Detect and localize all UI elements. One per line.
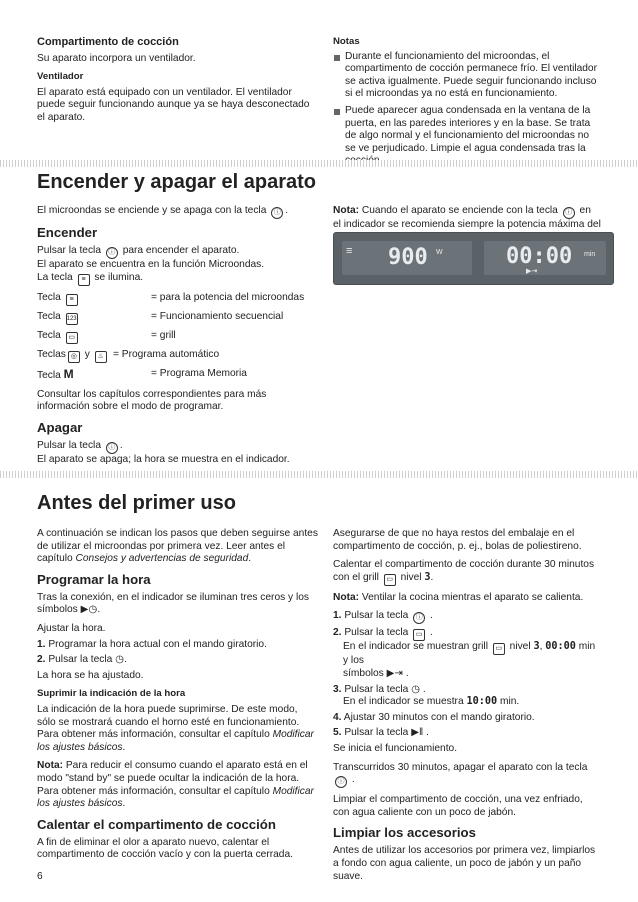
key-row: Tecla ▭ = grill: [37, 330, 319, 349]
start-pause-icon: ▶‖: [411, 727, 424, 739]
ventilate-note: Nota: Ventilar la cocina mientras el aparato se calienta.: [333, 591, 584, 603]
start-clock-icon: ▶◷: [80, 604, 98, 616]
accessories-text: Antes de utilizar los accesorios por primera vez, limpiarlos a fondo con agua caliente, un poco de jabón y un paño suave.: [333, 845, 596, 882]
switch-on-line2: El aparato se encuentra en la función Microondas.: [37, 259, 265, 270]
fan-subheading: Ventilador: [37, 71, 84, 83]
grill-icon: ▭: [384, 574, 396, 586]
on-off-note: Nota: Cuando el aparato se enciende con la tecla ⓘ en el indicador se recomienda siempre la potencia máxima del: [333, 205, 601, 230]
time-unit: min: [584, 251, 596, 258]
suppress-heading: Suprimir la indicación de la hora: [37, 688, 186, 700]
clock-done: La hora se ha ajustado.: [37, 669, 144, 681]
set-clock-heading: Programar la hora: [37, 571, 151, 587]
power-icon: ⓘ: [106, 247, 118, 259]
clean-text: Limpiar el compartimento de cocción, una vez enfriado, con agua caliente con un poco de jabón.: [333, 794, 583, 818]
note-bullet: Puede aparecer agua condensada en la ventana de la puerta, en las paredes interiores y en la base. Se trata de algo normal y el funcionamiento del microondas no se ve perjudicado. Limpie el agua condensada tras la: [333, 105, 601, 168]
switch-on-heading: Encender: [37, 225, 98, 240]
packaging-check: Asegurarse de que no haya restos del embalaje en el compartimento de cocción, p. ej., bolas de poliestireno.: [333, 528, 582, 552]
auto-program-weight-icon: ♨: [95, 351, 107, 363]
switch-on-line3: La tecla ≡ se ilumina.: [37, 272, 319, 286]
key-row: Tecla M = Programa Memoria: [37, 366, 247, 381]
clean-accessories-heading: Limpiar los accesorios: [333, 825, 476, 841]
first-use-left-column: [37, 528, 319, 868]
power-icon: ⓘ: [271, 207, 283, 219]
consult-text: Consultar los capítulos correspondientes para más información sobre el modo de programar.: [37, 388, 267, 413]
bullet-square-icon: [334, 109, 340, 115]
preheat-step-3: 3. Pulsar la tecla ◷ .: [333, 683, 426, 695]
fan-intro: Su aparato incorpora un ventilador.: [37, 52, 196, 64]
power-value: 900: [388, 245, 428, 270]
clock-icon: ◷: [115, 654, 125, 666]
preheat-step-2-detail: En el indicador se muestran grill ▭ nivel 3, 00:00 min y los: [343, 641, 596, 667]
notes-heading: Notas: [333, 36, 360, 47]
clock-set: Ajustar la hora.: [37, 622, 106, 634]
switch-off-line1: Pulsar la tecla ⓘ .: [37, 440, 319, 454]
preheat-step-3-detail: En el indicador se muestra 10:00 min.: [343, 696, 520, 708]
time-value: 00:00: [506, 244, 573, 269]
clock-step-2: 2. Pulsar la tecla ◷.: [37, 654, 127, 666]
on-off-left-column: [37, 205, 319, 466]
sequence-icon: 123: [66, 313, 78, 325]
microwave-power-icon: ≡: [66, 294, 78, 306]
heat-compartment-heading: Calentar el compartimento de cocción: [37, 816, 276, 832]
section-title-on-off: Encender y apagar el aparato: [37, 171, 317, 193]
power-icon: ⓘ: [335, 776, 347, 788]
preheat-step-2-symbols: símbolos ▶⇥ .: [343, 667, 409, 679]
key-row: Tecla ≡ = para la potencia del microondas: [37, 292, 319, 311]
power-icon: ⓘ: [106, 442, 118, 454]
grill-icon: ▭: [413, 629, 425, 641]
power-icon: ⓘ: [563, 207, 575, 219]
switch-off-line2: El aparato se apaga; la hora se muestra en el indicador.: [37, 453, 290, 465]
top-left-column: [37, 36, 319, 131]
memory-icon: M: [63, 366, 74, 381]
standby-note: Nota: Para reducir el consumo cuando el aparato está en el modo "stand by" se puede ocultar la indicación de la hora. Para obtener más información, consultar el capítulo Modificar los ajustes básicos.: [37, 760, 314, 810]
after30-text: Transcurridos 30 minutos, apagar el aparato con la tecla ⓘ .: [333, 762, 601, 789]
play-start-icon: ▶⇥: [526, 268, 538, 275]
fan-text: El aparato está equipado con un ventilador. El ventilador puede seguir funcionando aunque ya se haya desconectado el aparato.: [37, 86, 310, 123]
cooking-compartment-heading: Compartimento de cocción: [37, 36, 179, 48]
start-text: Se inicia el funcionamiento.: [333, 742, 458, 754]
on-off-intro: El microondas se enciende y se apaga con la tecla ⓘ .: [37, 205, 319, 219]
note-bullet: Durante el funcionamiento del microondas, el compartimento de cocción permanece frío. El ventilador se activa igualmente. Puede seguir funcionando incluso si el microondas ya no está en funcionamiento.: [333, 51, 601, 101]
top-right-column: [333, 36, 601, 172]
grill-icon: ▭: [66, 332, 78, 344]
preheat-step-4: 4. Ajustar 30 minutos con el mando giratorio.: [333, 711, 535, 723]
suppress-text: La indicación de la hora puede suprimirse. De este modo, sólo se mostrará cuando el horno esté en funcionamiento. Para obtener más información, consultar el capítulo Modificar los ajustes básicos.: [37, 703, 314, 753]
bullet-square-icon: [334, 55, 340, 61]
section-title-first-use: Antes del primer uso: [37, 492, 236, 514]
page-number: 6: [37, 871, 43, 882]
switch-on-line1: Pulsar la tecla ⓘ para encender el aparato.: [37, 245, 319, 259]
key-row: Tecla 123 = Funcionamiento secuencial: [37, 311, 319, 330]
microwave-power-icon: ≡: [346, 245, 353, 257]
play-start-icon: ▶⇥: [386, 667, 403, 679]
key-row: Teclas ◎ y ♨ = Programa automático: [37, 349, 319, 368]
clock-text: Tras la conexión, en el indicador se iluminan tres ceros y los símbolos ▶◷.: [37, 591, 309, 616]
first-use-intro: A continuación se indican los pasos que deben seguirse antes de utilizar el microondas por primera vez. Leer antes el capítulo Consejos y advertencias de seguridad.: [37, 528, 318, 565]
first-use-right-column: [333, 528, 601, 889]
preheat-step-2: 2. Pulsar la tecla ▭ .: [333, 627, 601, 641]
time-display: [484, 241, 606, 275]
section-divider: [0, 471, 638, 478]
preheat-text: Calentar el compartimento de cocción durante 30 minutos con el grill ▭ nivel 3.: [333, 559, 601, 586]
microwave-power-icon: ≡: [78, 274, 90, 286]
heat-text: A fin de eliminar el olor a aparato nuevo, calentar el compartimento de cocción vacío y con la puerta cerrada.: [37, 836, 293, 861]
clock-step-1: 1. Programar la hora actual con el mando giratorio.: [37, 638, 267, 650]
switch-off-heading: Apagar: [37, 419, 83, 435]
auto-program-icon: ◎: [68, 351, 80, 363]
preheat-step-5: 5. Pulsar la tecla ▶‖ .: [333, 727, 429, 739]
clock-icon: ◷: [411, 683, 421, 695]
display-panel: [333, 232, 614, 285]
section-divider: [0, 160, 638, 167]
preheat-step-1: 1. Pulsar la tecla ⓘ .: [333, 610, 601, 624]
power-unit: W: [436, 249, 443, 256]
grill-icon: ▭: [493, 643, 505, 655]
power-display: [342, 241, 472, 275]
power-icon: ⓘ: [413, 612, 425, 624]
